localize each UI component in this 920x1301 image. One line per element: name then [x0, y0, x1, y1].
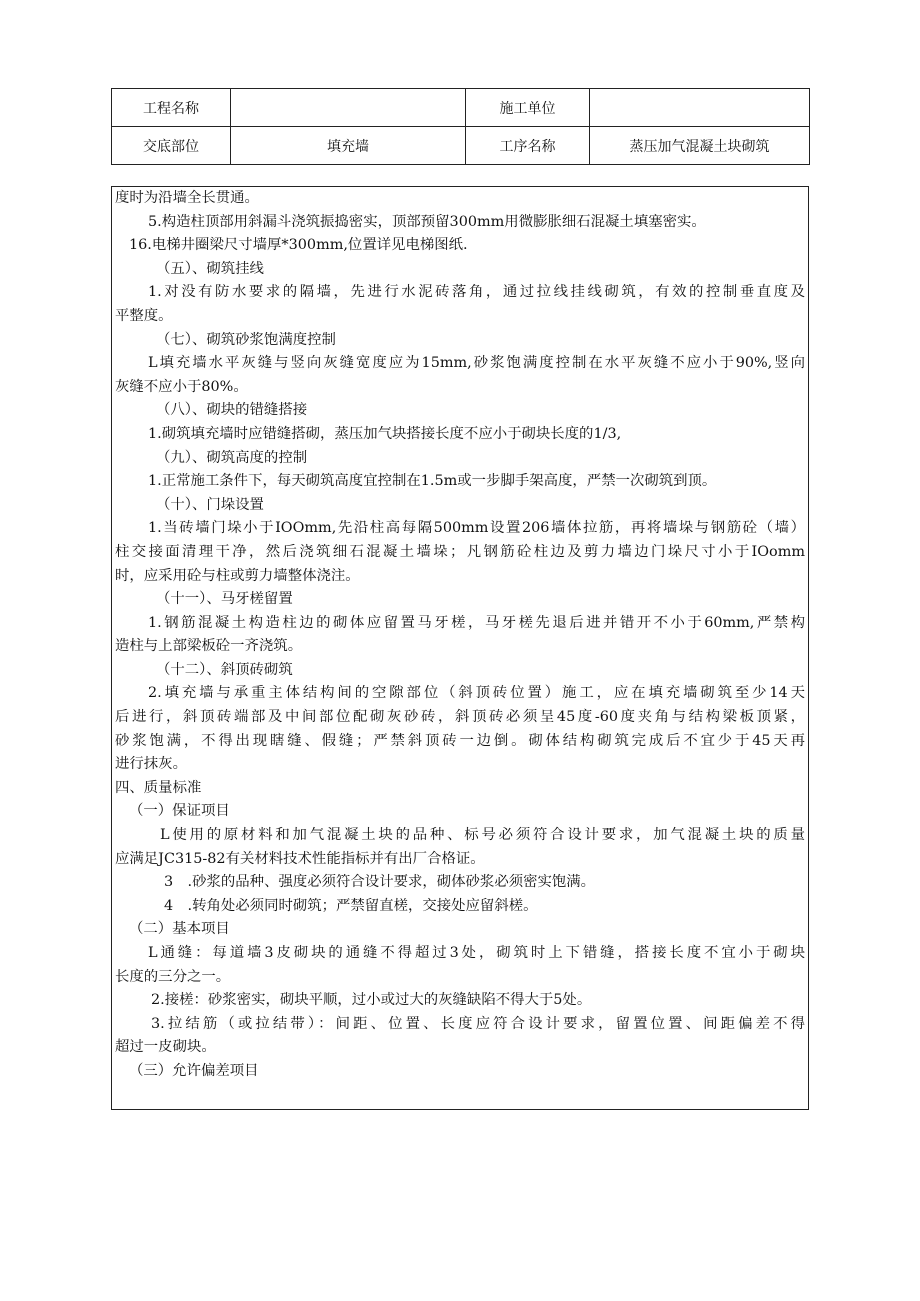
header-row-1: [112, 89, 810, 127]
text-line: 应满足JC315-82有关材料技术性能指标并有出厂合格证。: [115, 850, 485, 867]
section-heading: （五）、砌筑挂线: [156, 260, 264, 277]
part-value: 填充墙: [231, 127, 466, 165]
section-heading: （十二）、斜顶砖砌筑: [156, 661, 293, 678]
text-line: 1.对没有防水要求的隔墙，先进行水泥砖落角，通过拉线挂线砌筑，有效的控制垂直度及: [148, 284, 805, 301]
text-line: 1.砌筑填充墙时应错缝搭砌，蒸压加气块搭接长度不应小于砌块长度的1/3,: [148, 425, 622, 442]
text-line: 4 .转角处必须同时砌筑；严禁留直槎，交接处应留斜槎。: [164, 897, 538, 914]
text-line: 度时为沿墙全长贯通。: [115, 190, 259, 206]
text-line: 16.电梯井圈梁尺寸墙厚*300mm,位置详见电梯图纸.: [129, 237, 468, 254]
text-line: 5.构造柱顶部用斜漏斗浇筑振捣密实，顶部预留300mm用微膨胀细石混凝土填塞密实。: [148, 213, 706, 230]
text-line: 3.拉结筋（或拉结带）：间距、位置、长度应符合设计要求，留置位置、间距偏差不得: [151, 1015, 805, 1032]
process-value: 蒸压加气混凝土块砌筑: [590, 127, 810, 165]
text-line: L通缝：每道墙3皮砌块的通缝不得超过3处，砌筑时上下错缝，搭接长度不宜小于砌块: [148, 945, 805, 961]
text-line: 长度的三分之一。: [115, 968, 231, 985]
contractor-label: 施工单位: [466, 89, 590, 127]
chapter-heading: 四、质量标准: [115, 779, 202, 796]
text-line: 平整度。: [115, 307, 173, 324]
disclosure-content: [111, 186, 809, 1110]
text-line: 进行抹灰。: [115, 756, 187, 773]
text-line: 柱交接面清理干净，然后浇筑细石混凝土墙垛；凡钢筋砼柱边及剪力墙边门垛尺寸小于IOomm: [115, 543, 805, 560]
text-line: 1.当砖墙门垛小于IOOmm,先沿柱高每隔500mm设置206墙体拉筋，再将墙垛与钢筋砼（墙）: [148, 520, 805, 537]
contractor-value: [590, 89, 810, 127]
part-label: 交底部位: [112, 127, 231, 165]
text-line: 1.正常施工条件下，每天砌筑高度宜控制在1.5m或一步脚手架高度，严禁一次砌筑到顶。: [148, 473, 717, 490]
section-heading: （十一）、马牙槎留置: [156, 591, 293, 608]
section-heading: （八）、砌块的错缝搭接: [156, 402, 308, 419]
project-name-value: [231, 89, 466, 127]
section-heading: （十）、门垛设置: [156, 496, 264, 513]
text-line: 后进行，斜顶砖端部及中间部位配砌灰砂砖，斜顶砖必须呈45度-60度夹角与结构梁板顶紧，: [115, 709, 805, 726]
text-line: 3 .砂浆的品种、强度必须符合设计要求，砌体砂浆必须密实饱满。: [164, 874, 596, 891]
text-line: L填充墙水平灰缝与竖向灰缝宽度应为15mm,砂浆饱满度控制在水平灰缝不应小于90%,竖向: [148, 355, 805, 372]
section-heading: （七）、砌筑砂浆饱满度控制: [156, 331, 336, 348]
section-heading: （九）、砌筑高度的控制: [156, 449, 308, 466]
text-line: 造柱与上部梁板砼一齐浇筑。: [115, 638, 303, 655]
header-table: [111, 88, 810, 165]
header-row-2: [112, 127, 810, 165]
text-line: 灰缝不应小于80%。: [115, 378, 248, 395]
process-label: 工序名称: [466, 127, 590, 165]
section-heading: （二）基本项目: [129, 921, 230, 938]
section-heading: （三）允许偏差项目: [129, 1062, 259, 1079]
text-line: 2.接槎：砂浆密实，砌块平顺，过小或过大的灰缝缺陷不得大于5处。: [151, 992, 592, 1009]
text-line: L使用的原材料和加气混凝土块的品种、标号必须符合设计要求，加气混凝土块的质量: [160, 827, 805, 844]
text-line: 超过一皮砌块。: [115, 1039, 216, 1056]
text-line: 2.填充墙与承重主体结构间的空隙部位（斜顶砖位置）施工，应在填充墙砌筑至少14天: [148, 685, 805, 702]
section-heading: （一）保证项目: [129, 803, 230, 820]
text-line: 砂浆饱满，不得出现瞎缝、假缝；严禁斜顶砖一边倒。砌体结构砌筑完成后不宜少于45天再: [115, 732, 805, 749]
text-line: 1.钢筋混凝土构造柱边的砌体应留置马牙槎，马牙槎先退后进并错开不小于60mm,严禁构: [148, 614, 805, 631]
text-line: 时，应采用砼与柱或剪力墙整体浇注。: [115, 567, 360, 584]
project-name-label: 工程名称: [112, 89, 231, 127]
